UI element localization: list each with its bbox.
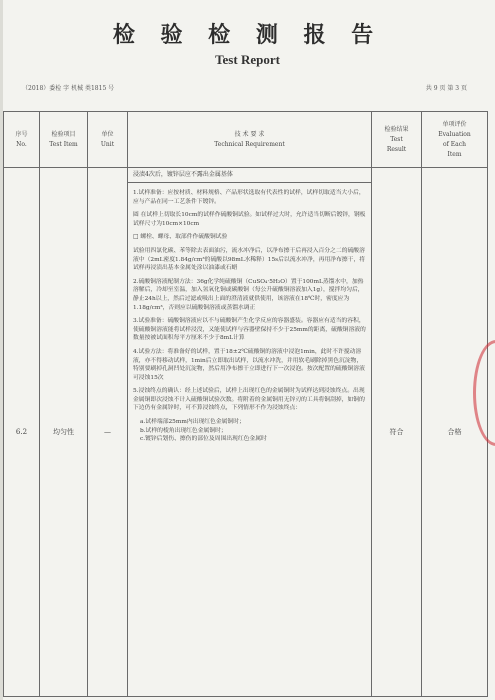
requirement-paragraph: 4.试验方法：将准备好的试样，置于18±2℃硫酸铜的溶液中浸泡1min，此时不许搅动溶液，亦不得移动试样，1min后立即取出试样，以流水冲洗，并用软毛刷除掉黑色沉淀物，特别要刷掉孔洞凹处沉淀物，然后用净布擦干立即进行下一次浸泡。按次配置的硫酸铜溶液可浸蚀15次 (133, 348, 365, 381)
report-title-cn: 检 验 检 测 报 告 (112, 22, 383, 48)
page-number: 共 9 页 第 3 页 (425, 85, 467, 92)
test-table (3, 111, 488, 697)
header-item-en: Test Item (49, 140, 78, 148)
header-evaluation (422, 112, 488, 168)
requirement-paragraph: 2.硫酸铜溶液配制方法：36g化学纯硫酸铜（CuSO₄·5H₂O）置于100mL蒸馏水中，加热溶解后，冷却至室温，加入氢氧化铜或碳酸铜（每公升硫酸铜溶液加入1g），搅拌均匀后，静止24h以上，然后过滤或吸出上面的澄清液就供使用，该溶液在18℃时，密度应为1.18g/cm³，否则应以硫酸铜溶液或蒸馏水调正 (133, 278, 364, 311)
table-header-row (4, 112, 488, 168)
row-no: 6.2 (4, 168, 40, 697)
requirement-paragraph: 试验用四氯化碳、苯等除去表面油污，流水冲净后，以净布擦干后再浸入百分之二的硫酸溶液中（2mL密度1.84g/cm³的硫酸以98mL水稀释）15s后以流水冲净，再用净布擦干，将试样再浸渍出基本金属处涂以油漆或石蜡 (133, 247, 366, 272)
header-unit-cn: 单位 (101, 130, 114, 138)
header-result (372, 112, 422, 168)
report-reference: （2018）委检 字 机械 类1815 号 (22, 85, 115, 92)
report-title-en: Test Report (215, 52, 280, 67)
header-no (4, 112, 40, 168)
header-item (40, 112, 88, 168)
requirement-intro: 浸渍4次后，镀锌层应不露出金属基体 (128, 168, 371, 183)
row-item: 均匀性 (40, 168, 88, 697)
header-requirement (128, 112, 372, 168)
header-requirement-en: Technical Requirement (214, 140, 285, 148)
requirement-list-item: c.镀锌后划伤、擦伤的部位及周围出现红色金属时 (140, 436, 267, 443)
header-evaluation-en-2: of Each (443, 140, 466, 148)
header-result-en-2: Result (386, 145, 407, 153)
row-evaluation: 合格 (422, 168, 488, 697)
header-unit-en: Unit (100, 140, 115, 148)
requirement-body (128, 168, 371, 696)
row-result: 符合 (372, 168, 422, 697)
header-result-en-1: Test (390, 135, 403, 143)
requirement-paragraph: □ 螺栓、螺母、取部件作硫酸铜试验 (133, 234, 228, 241)
requirement-paragraph: 5.浸蚀终点的确认：经上述试验后，试样上出现红色的金属铜时为试样达到浸蚀终点。出现金属铜即次浸蚀不计入硫酸铜试验次数。将附着的金属铜用无锌刃的工具将铜刮掉，如铜的下边仍有金属锌时，可不算浸蚀终点，下列情形不作为浸蚀终点： (133, 388, 365, 412)
requirement-paragraph: 1.试样准备：应按材质、材料规格、产品形状选取有代表性的试样，试样切取适当大小后，应与产品在同一工艺条件下镀锌。 (133, 190, 365, 205)
table-row (4, 168, 488, 697)
header-result-cn: 检验结果 (384, 125, 409, 133)
header-evaluation-en-1: Evaluation (438, 130, 471, 138)
row-unit: — (88, 168, 128, 697)
requirement-paragraph: 3.试验准备：硫酸铜溶液应以不与硫酸铜产生化学反应的容器盛装。容器应有适当的容积，使硫酸铜溶液能将试样浸没，又能使试样与容器壁保持不少于25mm的距离，硫酸铜溶液的数量按被试面积每平方厘米不少于8mL计算 (133, 318, 366, 342)
header-requirement-cn: 技 术 要 求 (234, 130, 265, 138)
header-evaluation-cn: 单项评价 (442, 120, 467, 128)
requirement-paragraph: 圆 在试样上切取长10cm的试样作硫酸铜试验。如试样过大时，允许适当切断后镀锌，钢板试样尺寸为10cm×10cm (133, 212, 366, 227)
header-evaluation-en-3: Item (447, 150, 462, 158)
header-item-cn: 检验项目 (51, 130, 76, 138)
header-no-cn: 序号 (15, 130, 28, 138)
requirement-list-item: b.试样的棱角出现红色金属铜时； (140, 427, 227, 434)
row-requirement (128, 168, 372, 697)
header-unit (88, 112, 128, 168)
requirement-list-item: a.试样端部25mm内出现红色金属铜时； (140, 419, 245, 426)
header-no-en: No. (16, 140, 27, 148)
